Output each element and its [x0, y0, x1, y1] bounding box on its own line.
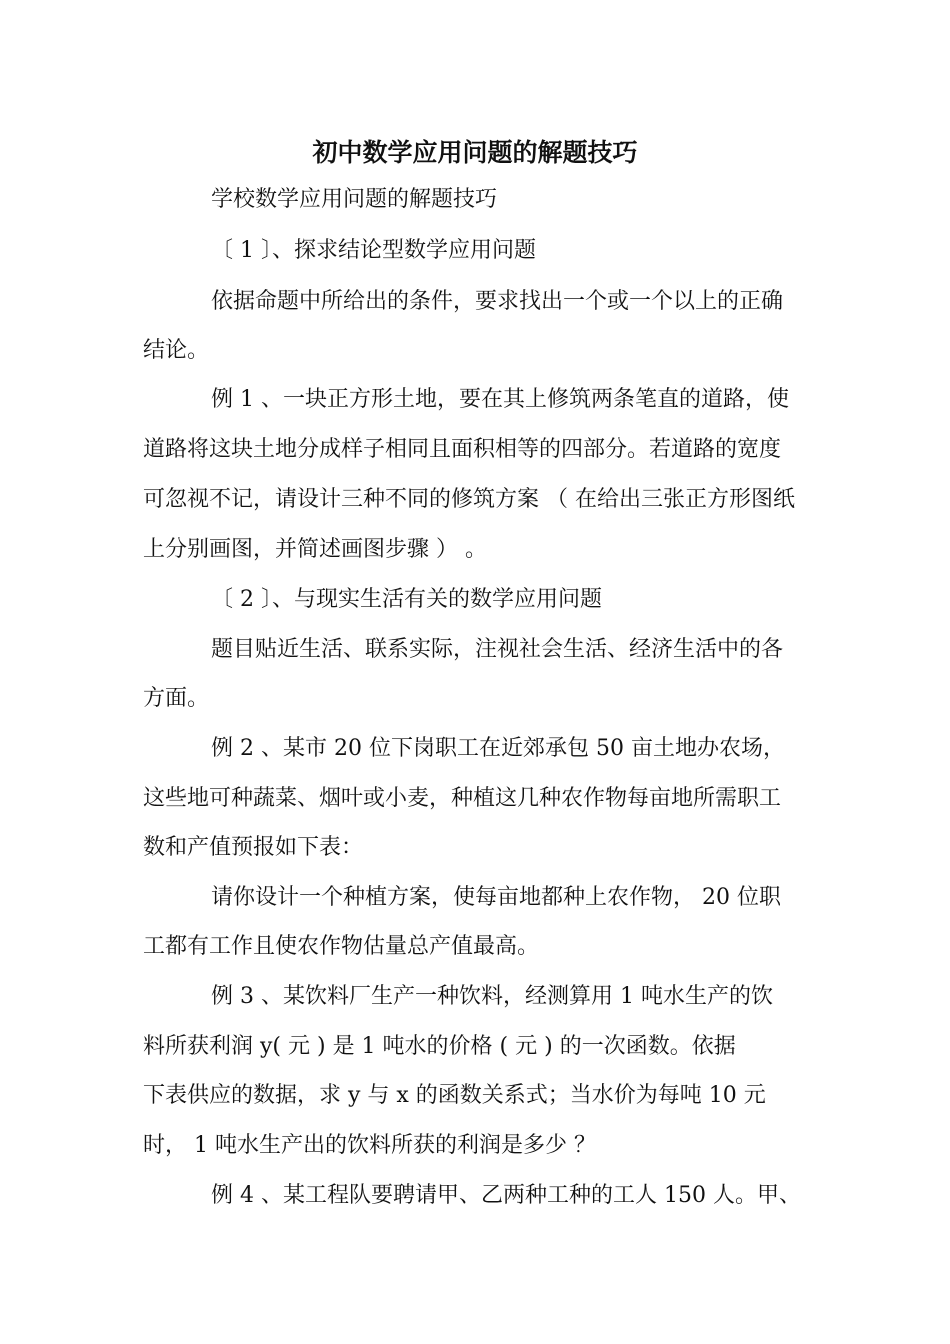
- paragraph-line: 上分别画图，并简述画图步骤 ） 。: [143, 537, 487, 562]
- paragraph-line: 下表供应的数据，求 y 与 x 的函数关系式；当水价为每吨 10 元: [143, 1083, 766, 1108]
- section-heading-2: 〔 2 〕、与现实生活有关的数学应用问题: [211, 587, 602, 612]
- paragraph-line: 例 3 、某饮料厂生产一种饮料，经测算用 1 吨水生产的饮: [211, 984, 773, 1009]
- paragraph-line: 依据命题中所给出的条件，要求找出一个或一个以上的正确: [211, 289, 784, 314]
- paragraph-line: 工都有工作且使农作物估量总产值最高。: [143, 934, 540, 959]
- document-title: 初中数学应用问题的解题技巧: [312, 138, 638, 167]
- paragraph-line: 时， 1 吨水生产出的饮料所获的利润是多少 ？: [143, 1133, 596, 1158]
- paragraph-line: 可忽视不记，请设计三种不同的修筑方案 （ 在给出三张正方形图纸: [143, 487, 795, 512]
- paragraph-line: 这些地可种蔬菜、烟叶或小麦，种植这几种农作物每亩地所需职工: [143, 786, 782, 811]
- section-heading-1: 〔 1 〕、探求结论型数学应用问题: [211, 238, 536, 263]
- paragraph-line: 方面。: [143, 686, 210, 711]
- paragraph-line: 例 4 、某工程队要聘请甲、乙两种工种的工人 150 人。甲、: [211, 1183, 801, 1208]
- paragraph-line: 料所获利润 y( 元 ) 是 1 吨水的价格 ( 元 ) 的一次函数。依据: [143, 1034, 736, 1059]
- paragraph-line: 道路将这块土地分成样子相同且面积相等的四部分。若道路的宽度: [143, 437, 782, 462]
- paragraph-line: 例 1 、一块正方形土地，要在其上修筑两条笔直的道路，使: [211, 387, 789, 412]
- paragraph-line: 结论。: [143, 338, 210, 363]
- paragraph-line: 请你设计一个种植方案，使每亩地都种上农作物， 20 位职: [211, 885, 781, 910]
- paragraph-line: 例 2 、某市 20 位下岗职工在近郊承包 50 亩土地办农场，: [211, 736, 785, 761]
- subtitle-line: 学校数学应用问题的解题技巧: [211, 187, 498, 212]
- paragraph-line: 题目贴近生活、联系实际，注视社会生活、经济生活中的各: [211, 637, 784, 662]
- paragraph-line: 数和产值预报如下表：: [143, 835, 364, 860]
